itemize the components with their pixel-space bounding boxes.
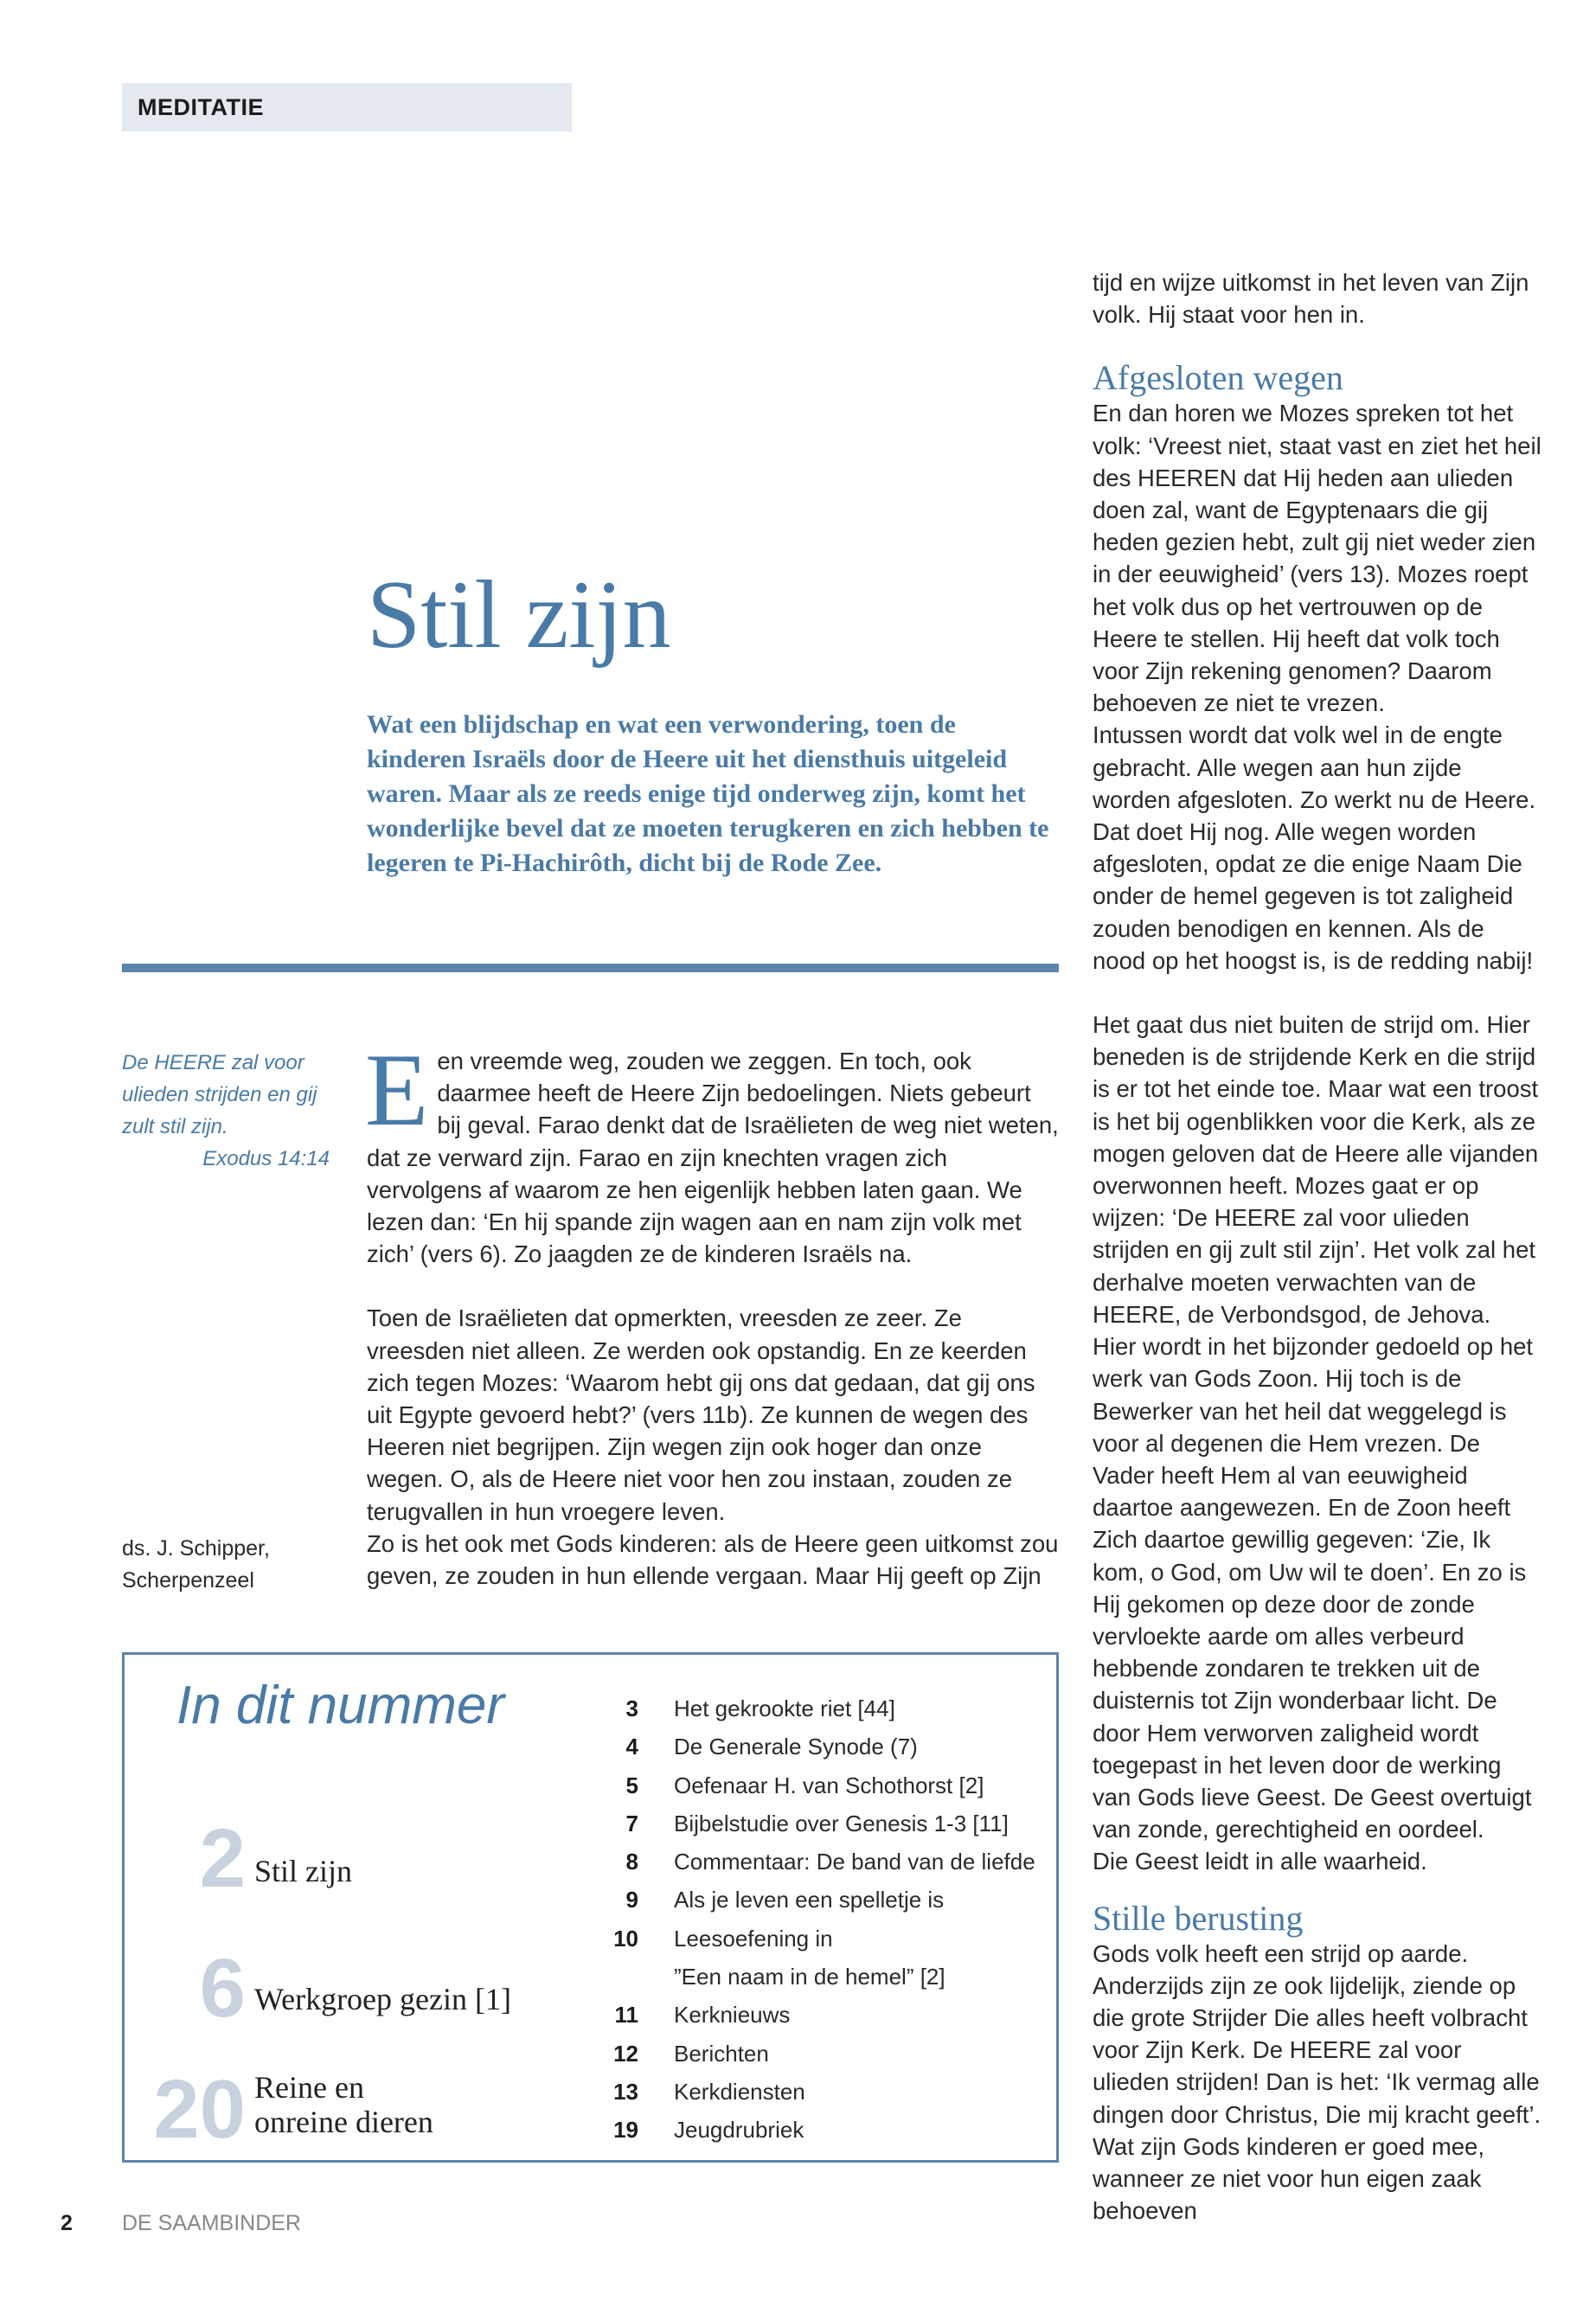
author-byline xyxy=(122,1533,330,1597)
item-title: Jeugdrubriek xyxy=(674,2117,804,2144)
pull-quote-text: De HEERE zal voor ulieden strijden en gij zult stil zijn. xyxy=(122,1051,317,1138)
item-page: 8 xyxy=(625,1849,638,1875)
article-title: Stil zijn xyxy=(367,561,671,669)
item-title: Oefenaar H. van Schothorst [2] xyxy=(674,1772,984,1798)
contents-item[interactable] xyxy=(574,1689,1042,1727)
item-title: De Generale Synode (7) xyxy=(674,1734,918,1760)
article-paragraph: Zo is het ook met Gods kinderen: als de Heere geen uitkomst zou geven, ze zouden in hun ellende vergaan. Maar Hij geeft op Zijn xyxy=(367,1529,1059,1590)
item-title: Bijbelstudie over Genesis 1-3 [11] xyxy=(674,1810,1009,1836)
featured-label: Werkgroep gezin [1] xyxy=(254,1982,511,2016)
divider-rule xyxy=(122,964,1059,972)
contents-item[interactable] xyxy=(574,2073,1042,2111)
contents-item[interactable] xyxy=(574,1804,1042,1843)
article-paragraph: Hier wordt in het bijzonder gedoeld op het werk van Gods Zoon. Hij toch is de Bewerker van het heil dat weggelegd is voor al degenen die Hem vrezen. De Vader heeft Hem al van eeuwigheid daartoe aangewezen. En de Zoon heeft Zich daartoe gewillig gegeven: ‘Zie, Ik kom, o God, om Uw wil te doen’. En zo is Hij gekomen op deze door de zonde vervloekte aarde om alles verbeurd hebbende zondaren te trekken uit de duisternis tot Zijn wonderbaar licht. De door Hem verworven zaligheid wordt toegepast in het leven door de werking van Gods lieve Geest. De Geest overtuigt van zonde, gerechtigheid en oordeel. xyxy=(1093,1333,1534,1843)
item-page: 4 xyxy=(625,1734,638,1760)
subheading-afgesloten-wegen: Afgesloten wegen xyxy=(1093,358,1343,398)
featured-label xyxy=(254,2070,433,2139)
contents-title: In dit nummer xyxy=(176,1676,505,1735)
paragraph-text: en vreemde weg, zouden we zeggen. En toch, ook daarmee heeft de Heere Zijn bedoelingen. Niets gebeurt bij geval. Farao denkt dat de Israëlieten de weg niet weten, dat ze verward zijn. Farao en zijn knechten vragen zich vervolgens af waarom ze hen eigenlijk hebben laten gaan. We lezen dan: ‘En hij spande zijn wagen aan en nam zijn volk met zich’ (vers 6). Zo jaagden ze de kinderen Israëls na. xyxy=(367,1048,1059,1268)
contents-item[interactable] xyxy=(574,2111,1042,2149)
item-page: 5 xyxy=(625,1772,638,1798)
article-paragraph: tijd en wijze uitkomst in het leven van Zijn volk. Hij staat voor hen in. xyxy=(1093,269,1529,329)
author-name: ds. J. Schipper, xyxy=(122,1536,270,1561)
contents-item[interactable] xyxy=(574,1843,1042,1881)
featured-page-number: 6 xyxy=(199,1942,246,2035)
contents-item[interactable] xyxy=(574,1920,1042,1958)
featured-page-number: 20 xyxy=(153,2063,246,2156)
item-title: Leesoefening in xyxy=(674,1925,833,1952)
article-column-right xyxy=(1093,266,1542,2227)
featured-page-number: 2 xyxy=(199,1812,246,1905)
footer-page-number: 2 xyxy=(61,2211,73,2235)
item-title: ”Een naam in de hemel” [2] xyxy=(674,1964,945,1990)
featured-label-line: onreine dieren xyxy=(254,2105,433,2139)
item-title: Commentaar: De band van de liefde xyxy=(674,1849,1035,1875)
featured-label: Stil zijn xyxy=(254,1854,353,1888)
article-paragraph: Intussen wordt dat volk wel in de engte gebracht. Alle wegen aan hun zijde worden afgesloten. Zo werkt nu de Heere. Dat doet Hij nog. Alle wegen worden afgesloten, opdat ze die enige Naam Die onder de hemel gegeven is tot zaligheid zouden benodigen en kennen. Als de nood op het hoogst is, is de redding nabij! xyxy=(1093,721,1536,974)
item-title: Kerkdiensten xyxy=(674,2078,805,2105)
pull-quote-reference: Exodus 14:14 xyxy=(202,1147,330,1170)
item-page: 3 xyxy=(625,1695,638,1721)
article-column-middle xyxy=(365,1032,1059,1592)
article-paragraph xyxy=(365,1032,1059,1270)
item-page: 9 xyxy=(625,1887,638,1913)
contents-item[interactable] xyxy=(574,1881,1042,1919)
item-page: 12 xyxy=(613,2040,638,2067)
item-page: 11 xyxy=(614,2002,638,2029)
item-title: Berichten xyxy=(674,2040,769,2067)
footer-publication-name: DE SAAMBINDER xyxy=(122,2211,301,2235)
item-title: Het gekrookte riet [44] xyxy=(674,1695,895,1721)
item-title: Kerknieuws xyxy=(674,2002,791,2029)
drop-cap: E xyxy=(365,1032,429,1147)
article-paragraph: En dan horen we Mozes spreken tot het volk: ‘Vreest niet, staat vast en ziet het heil des HEEREN dat Hij heden aan ulieden doen zal, want de Egyptenaars die gij heden gezien hebt, zult gij niet weder zien in der eeuwigheid’ (vers 13). Mozes roept het volk dus op het vertrouwen op de Heere te stellen. Hij heeft dat volk toch voor Zijn rekening genomen? Daarom behoeven ze niet te vrezen. xyxy=(1093,400,1542,717)
pull-quote xyxy=(122,1047,330,1175)
item-title: Als je leven een spelletje is xyxy=(674,1887,945,1913)
article-lead: Wat een blijdschap en wat een verwondering, toen de kinderen Israëls door de Heere uit het diensthuis uitgeleid waren. Maar als ze reeds enige tijd onderweg zijn, komt het wonderlijke bevel dat ze moeten terugkeren en zich hebben te legeren te Pi-Hachirôth, dicht bij de Rode Zee. xyxy=(367,710,1049,877)
article-paragraph: Het gaat dus niet buiten de strijd om. Hier beneden is de strijdende Kerk en die strijd is er tot het einde toe. Maar wat een troost is het bij ogenblikken voor die Kerk, als ze mogen geloven dat de Heere alle vijanden overwonnen heeft. Mozes gaat er op wijzen: ‘De HEERE zal voor ulieden strijden en gij zult stil zijn’. Het volk zal het derhalve moeten verwachten van de HEERE, de Verbondsgod, de Jehova. xyxy=(1093,1011,1539,1328)
item-page: 13 xyxy=(613,2078,638,2105)
subheading-stille-berusting: Stille berusting xyxy=(1093,1898,1304,1938)
featured-label-line: Reine en xyxy=(254,2070,364,2105)
contents-item[interactable] xyxy=(574,2035,1042,2073)
article-paragraph: Die Geest leidt in alle waarheid. xyxy=(1093,1848,1427,1875)
contents-item[interactable] xyxy=(574,1766,1042,1804)
contents-item[interactable] xyxy=(574,1996,1042,2034)
article-paragraph: Toen de Israëlieten dat opmerkten, vreesden ze zeer. Ze vreesden niet alleen. Ze werden ook opstandig. En ze keerden zich tegen Mozes: ‘Waarom hebt gij ons dat gedaan, dat gij ons uit Egypte gevoerd hebt?’ (vers 11b). Ze kunnen de wegen des Heeren niet begrijpen. Zijn wegen zijn ook hoger dan onze wegen. O, als de Heere niet voor hen zou instaan, zouden ze terugvallen in hun vroegere leven. xyxy=(367,1304,1035,1525)
author-place: Scherpenzeel xyxy=(122,1568,254,1593)
contents-list xyxy=(574,1689,1042,2150)
contents-item-continued[interactable] xyxy=(574,1958,1042,1996)
item-page: 19 xyxy=(613,2117,638,2144)
contents-item[interactable] xyxy=(574,1727,1042,1766)
contents-box xyxy=(122,1652,1059,2163)
article-paragraph: Gods volk heeft een strijd op aarde. Anderzijds zijn ze ook lijdelijk, ziende op die grote Strijder Die alles heeft volbracht voor Zijn Kerk. De HEERE zal voor ulieden strijden! Dan is het: ‘Ik vermag alle dingen door Christus, Die mij kracht geeft’. Wat zijn Gods kinderen er goed mee, wanneer ze niet voor hun eigen zaak behoeven xyxy=(1093,1939,1542,2225)
item-page: 10 xyxy=(613,1925,638,1952)
section-label: MEDITATIE xyxy=(122,83,572,131)
item-page: 7 xyxy=(625,1810,638,1836)
